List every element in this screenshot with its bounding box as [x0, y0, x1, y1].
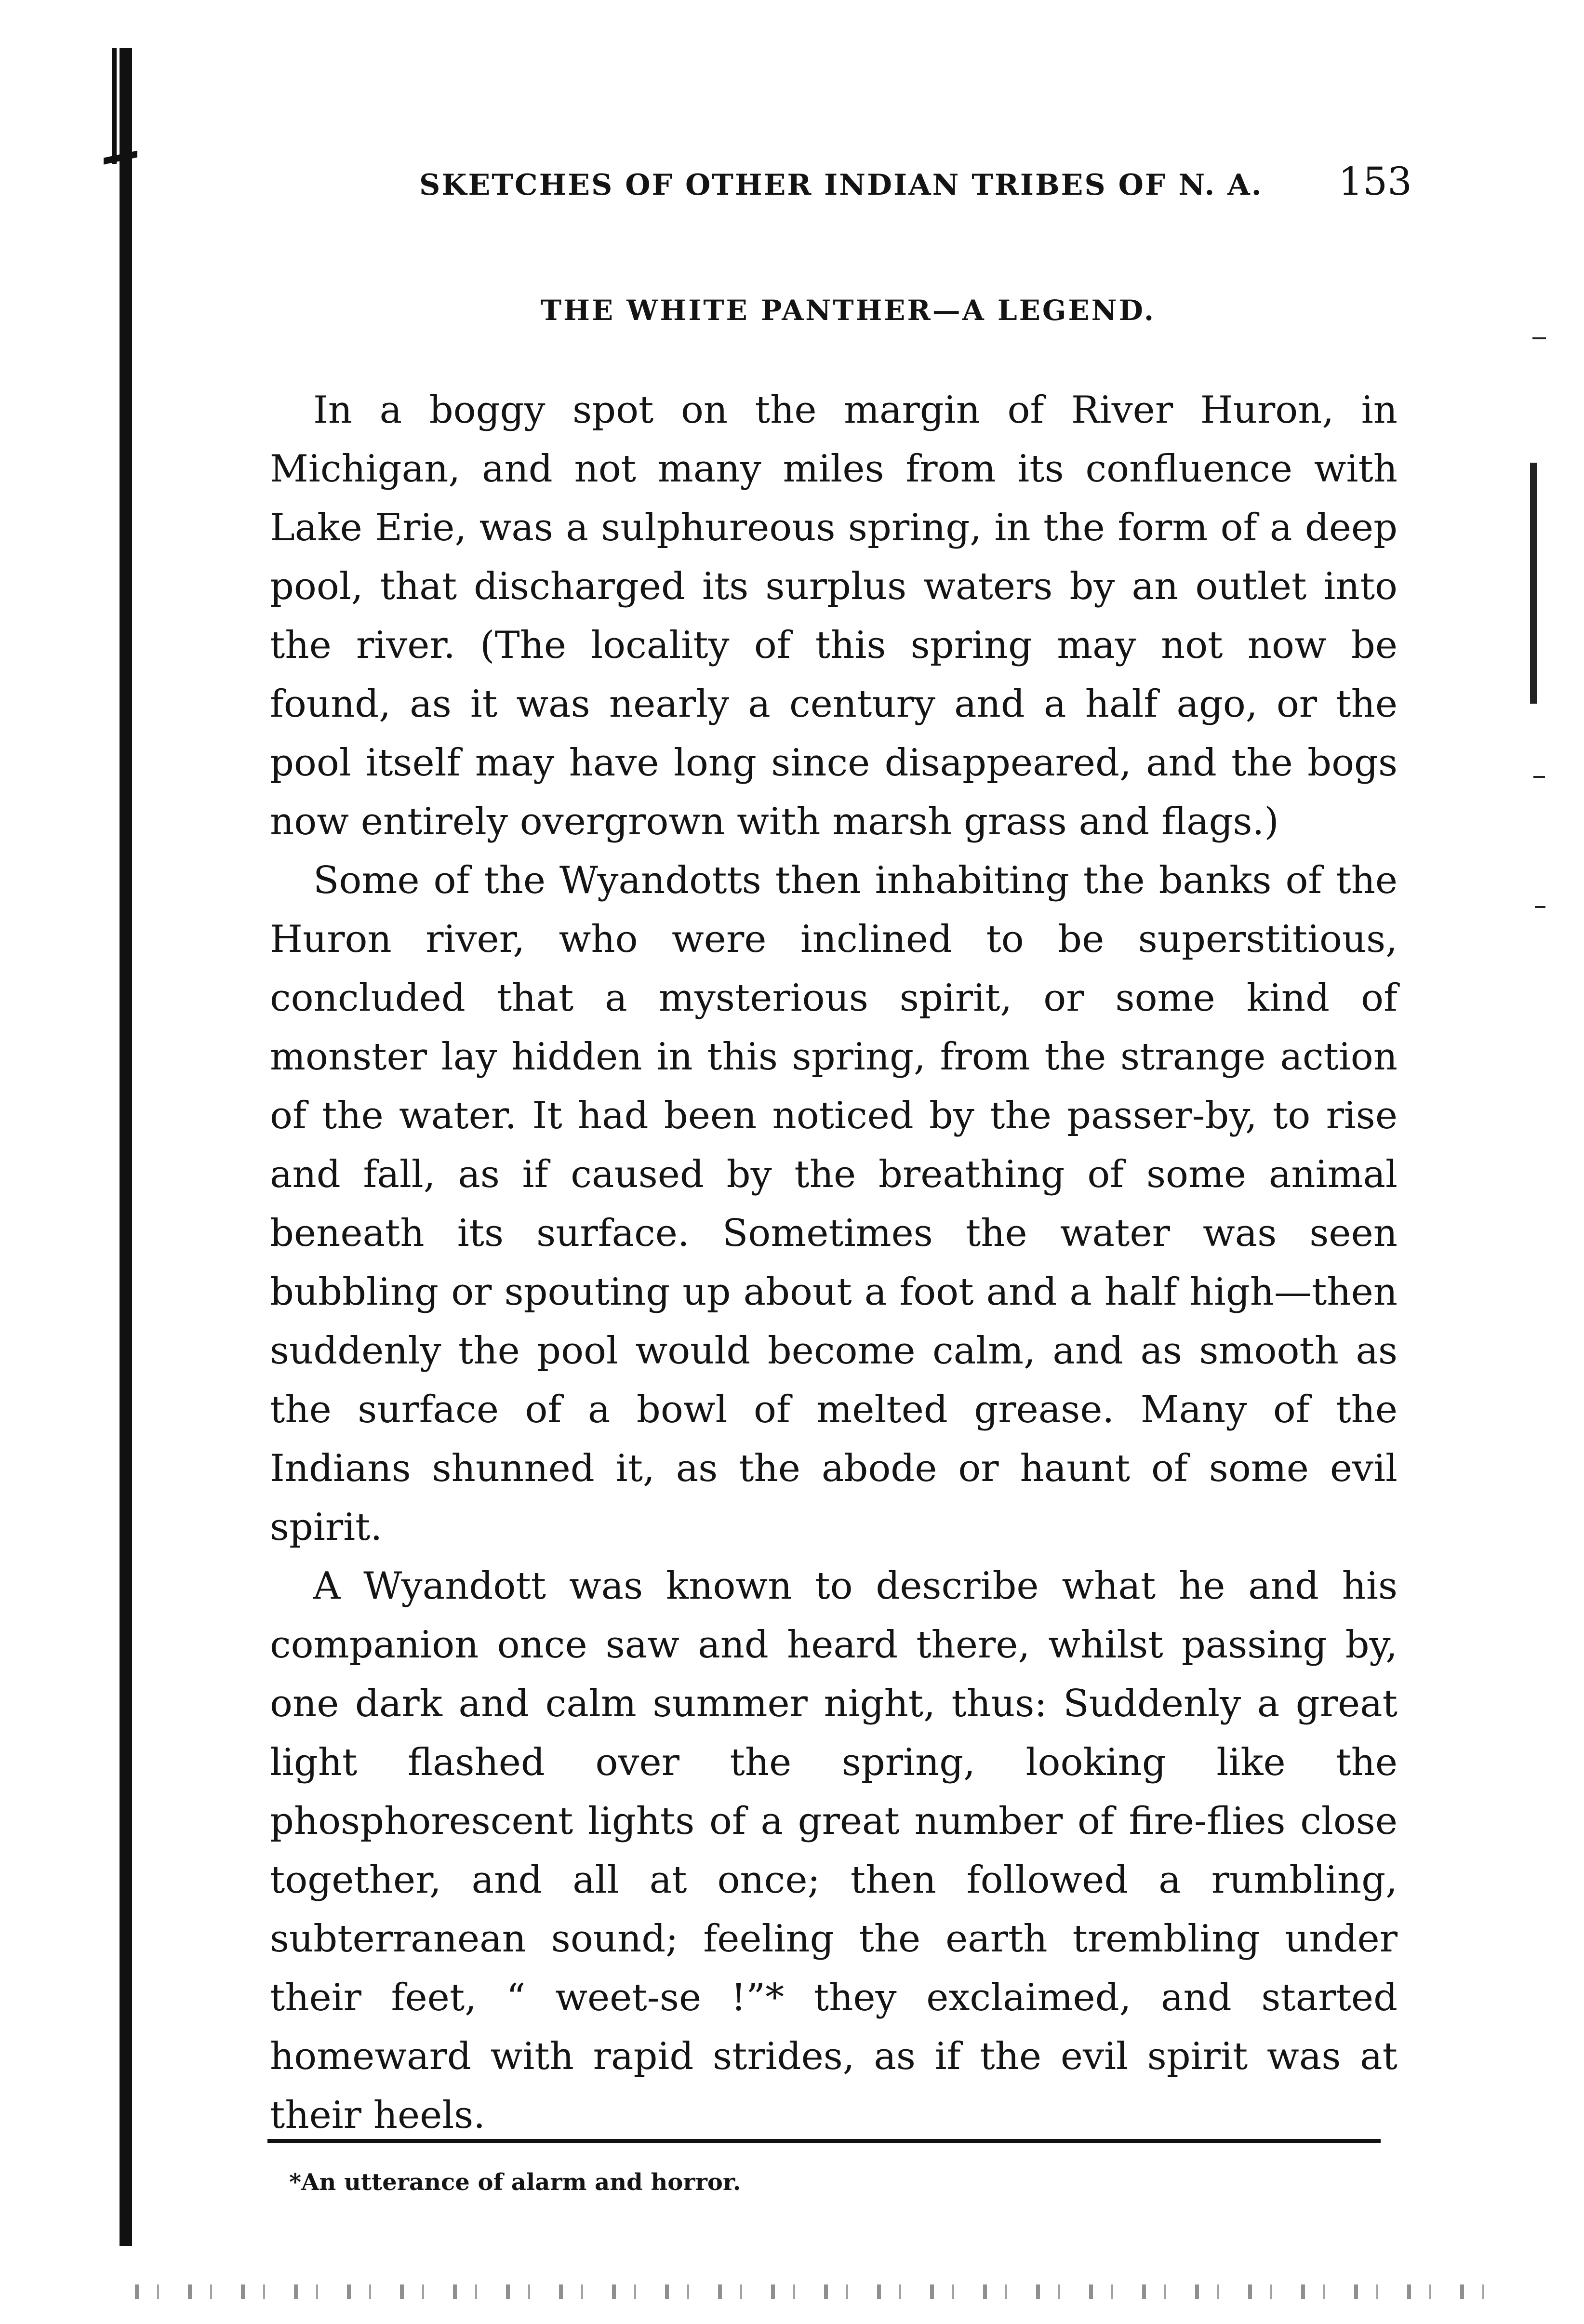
section-title: THE WHITE PANTHER—A LEGEND. [540, 294, 1156, 327]
binding-edge [120, 48, 132, 2246]
footnote-rule [267, 2139, 1381, 2143]
right-edge-mark [1532, 337, 1546, 339]
right-edge-mark [1533, 776, 1545, 778]
body-text [270, 381, 1398, 2145]
paragraph: Some of the Wyandotts then inhabiting the banks of the Huron river, who were inclined to be superstitious, concluded that a mysterious spirit, or some kind of monster lay hidden in this spring, from the strange action of the water. It had been noticed by the passer-by, to rise and fall, as if caused by the breathing of some animal beneath its surface. Sometimes the water was seen bubbling or spouting up about a foot and a half high—then suddenly the pool would become calm, and as smooth as the surface of a bowl of melted grease. Many of the Indians shunned it, as the abode or haunt of some evil spirit. [270, 859, 1398, 1549]
running-head [419, 159, 1412, 212]
page-number: 153 [1338, 159, 1412, 204]
right-edge-mark [1535, 906, 1545, 908]
binding-edge-top [112, 48, 117, 164]
right-edge-mark [1530, 463, 1537, 704]
footnote: *An utterance of alarm and horror. [289, 2169, 741, 2196]
paragraph: A Wyandott was known to describe what he and his companion once saw and heard there, whilst passing by, one dark and calm summer night, thus: Suddenly a great light flashed over the spring, looking like the phosphorescent lights of a great number of fire-flies close together, and all at once; then followed a rumbling, subterranean sound; feeling the earth trembling under their feet, “ weet-se !”* they exclaimed, and started homeward with rapid strides, as if the evil spirit was at their heels. [270, 1564, 1398, 2137]
scan-specks [135, 2284, 1484, 2299]
paragraph: In a boggy spot on the margin of River Huron, in Michigan, and not many miles from its confluence with Lake Erie, was a sulphureous spring, in the form of a deep pool, that discharged its surplus waters by an outlet into the river. (The locality of this spring may not now be found, as it was nearly a century and a half ago, or the pool itself may have long since disappeared, and the bogs now entirely overgrown with marsh grass and flags.) [270, 388, 1398, 843]
running-title: SKETCHES OF OTHER INDIAN TRIBES OF N. A. [419, 168, 1263, 202]
